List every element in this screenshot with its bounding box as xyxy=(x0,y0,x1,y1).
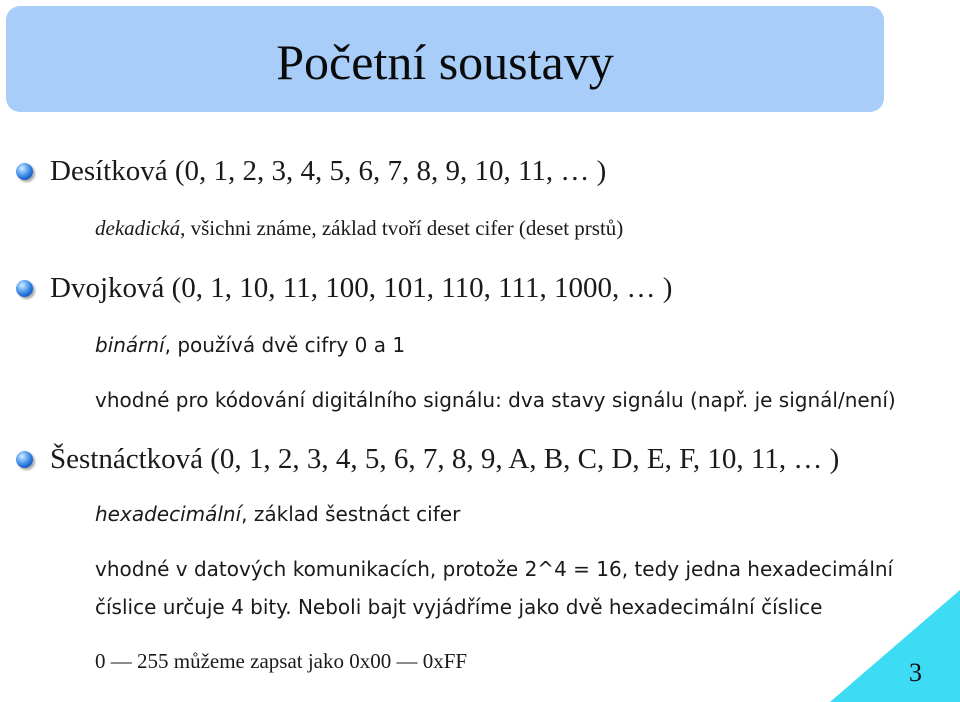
bullet-decimal xyxy=(16,153,606,189)
bullet-icon xyxy=(16,280,33,297)
hex-usage-line-2: číslice určuje 4 bity. Neboli bajt vyjádříme jako dvě hexadecimální číslice xyxy=(95,595,823,619)
hex-term: hexadecimální xyxy=(95,502,242,526)
hex-description xyxy=(95,501,460,527)
bullet-binary xyxy=(16,270,672,306)
slide-title: Početní soustavy xyxy=(276,34,614,90)
binary-term: binární xyxy=(95,333,165,357)
decimal-heading: Desítková (0, 1, 2, 3, 4, 5, 6, 7, 8, 9, 10, 11, … ) xyxy=(50,155,607,187)
binary-description-text: , používá dvě cifry 0 a 1 xyxy=(164,333,406,357)
hex-range: 0 — 255 můžeme zapsat jako 0x00 — 0xFF xyxy=(95,649,468,673)
hex-heading: Šestnáctková (0, 1, 2, 3, 4, 5, 6, 7, 8, 9, A, B, C, D, E, F, 10, 11, … ) xyxy=(50,443,840,475)
binary-usage: vhodné pro kódování digitálního signálu: dva stavy signálu (např. je signál/není) xyxy=(95,388,896,412)
bullet-icon xyxy=(16,451,33,468)
decimal-description xyxy=(95,215,623,241)
decimal-description-text: , všichni známe, základ tvoří deset cifer (deset prstů) xyxy=(180,216,624,240)
binary-description xyxy=(95,332,405,358)
hex-usage-line-1: vhodné v datových komunikacích, protože 2^4 = 16, tedy jedna hexadecimální xyxy=(95,557,894,581)
title-banner xyxy=(6,6,884,112)
decimal-term: dekadická xyxy=(95,216,181,240)
hex-description-text: , základ šestnáct cifer xyxy=(241,502,461,526)
page-number: 3 xyxy=(909,658,922,687)
bullet-hex xyxy=(16,441,839,477)
bullet-icon xyxy=(16,163,33,180)
corner-triangle xyxy=(830,590,960,702)
binary-heading: Dvojková (0, 1, 10, 11, 100, 101, 110, 111, 1000, … ) xyxy=(50,272,673,304)
